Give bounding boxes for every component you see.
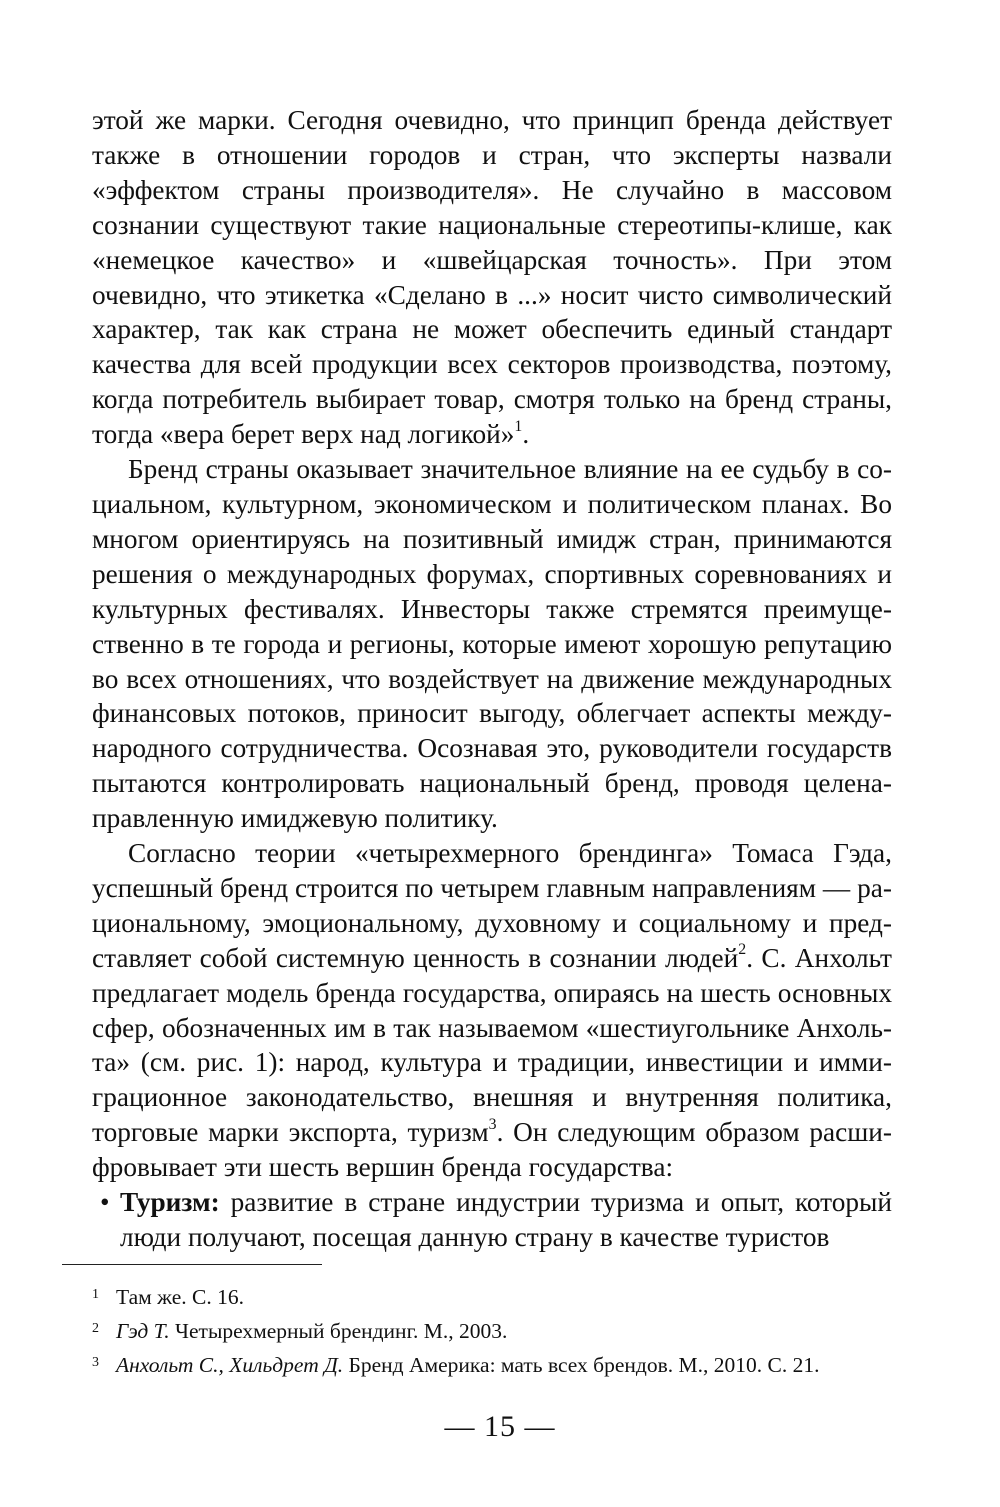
bullet-list — [92, 1185, 892, 1255]
footnote-divider — [62, 1264, 322, 1265]
footnote-3 — [92, 1348, 892, 1382]
paragraph-3-text-b: . С. Анхольт предлагает модель бренда государства, опираясь на шесть основных сфер, обозначенных им в так называемом «шестиугольнике Анхольта» (см. рис. 1): народ, культура и традиции, инвестиции и иммиграционное законодательство, внешняя и внутренняя политика, торговые марки экспорта, туризм — [92, 942, 892, 1148]
footnote-number: 1 — [92, 1287, 99, 1302]
bullet-icon: • — [100, 1187, 110, 1218]
paragraph-1-text: этой же марки. Сегодня очевидно, что принцип бренда действует также в отношении городов и стран, что эксперты назвали «эффектом страны производителя». Не случайно в массовом сознании существуют такие национальные стереотипы-клише, как «немецкое качество» и «швейцарская точность». При этом очевидно, что этикетка «Сделано в ...» носит чисто символический характер, так как страна не может обеспечить единый стандарт качества для всей продукции всех секторов производства, поэтому, когда потребитель выбирает товар, смотря только на бренд страны, тогда «вера берет верх над логикой» — [92, 105, 892, 450]
footnote-1 — [92, 1280, 892, 1314]
paragraph-2 — [92, 452, 892, 836]
footnote-ref-3: 3 — [488, 1115, 497, 1133]
footnote-text: Бренд Америка: мать всех брендов. М., 2010. С. 21. — [343, 1353, 820, 1377]
footnote-text: Там же. С. 16. — [116, 1285, 244, 1309]
footnote-text: Четырехмерный брендинг. М., 2003. — [169, 1319, 508, 1343]
paragraph-3-text-a: Согласно теории «четырехмерного брендинга» Томаса Гэда, успешный бренд строится по четырем главным направлениям — рациональному, эмоциональному, духовному и социальному и представляет собой системную ценность в сознании людей — [92, 838, 892, 973]
footnotes — [92, 1280, 892, 1382]
list-item — [92, 1185, 892, 1255]
bullet-text: развитие в стране индустрии туризма и опыт, который люди получают, посещая данную страну в качестве туристов — [120, 1187, 892, 1252]
main-text — [92, 103, 892, 1255]
footnote-number: 2 — [92, 1321, 99, 1336]
paragraph-1-tail: . — [522, 419, 530, 450]
footnote-ref-1: 1 — [514, 417, 523, 435]
footnote-author: Гэд Т. — [116, 1319, 170, 1343]
bullet-term: Туризм: — [120, 1187, 220, 1218]
paragraph-3 — [92, 836, 892, 1185]
footnote-author: Анхольт С., Хильдрет Д. — [116, 1353, 344, 1377]
paragraph-3-text-c: . Он следующим образом расшифровывает эти шесть вершин бренда государства: — [92, 1117, 893, 1183]
paragraph-1 — [92, 103, 892, 452]
footnote-2 — [92, 1314, 892, 1348]
page-number: — 15 — — [444, 1410, 556, 1443]
paragraph-2-text: Бренд страны оказывает значительное влияние на ее судьбу в социальном, культурном, экономическом и политическом планах. Во многом ориентируясь на позитивный имидж стран, принимаются решения о международных форумах, спортивных соревнованиях и культурных фестивалях. Инвесторы также стремятся преимущественно в те города и регионы, которые имеют хорошую репутацию во всех отношениях, что воздействует на движение международных финансовых потоков, приносит выгоду, облегчает аспекты международного сотрудничества. Осознавая это, руководители государств пытаются контролировать национальный бренд, проводя целенаправленную имиджевую политику. — [92, 454, 892, 834]
footnote-ref-2: 2 — [738, 941, 747, 959]
footnote-number: 3 — [92, 1355, 99, 1370]
